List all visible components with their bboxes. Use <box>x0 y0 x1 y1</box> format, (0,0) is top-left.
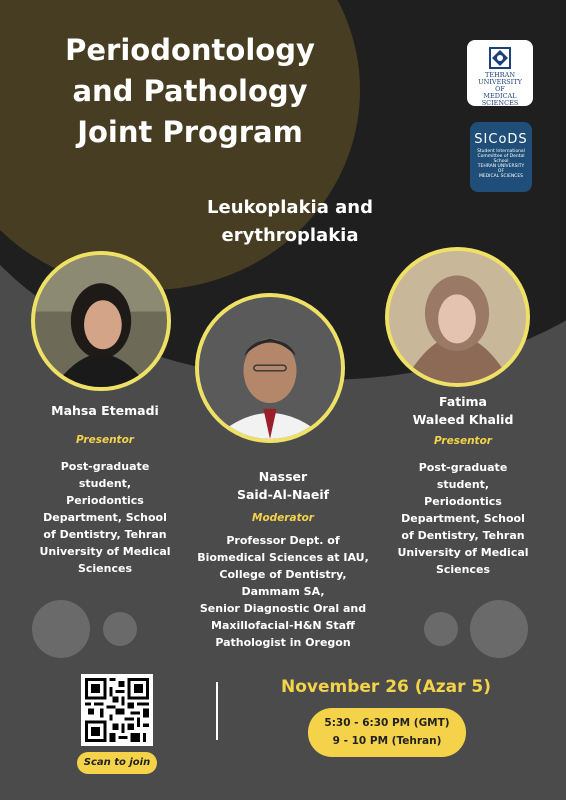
desc-line: Senior Diagnostic Oral and <box>199 602 367 615</box>
speaker-name-line: Waleed Khalid <box>412 412 514 427</box>
desc-line: Post-graduate <box>60 460 150 473</box>
title-line: Joint Program <box>77 115 303 149</box>
speaker-name: Mahsa Etemadi <box>51 403 159 418</box>
page-title <box>40 30 340 153</box>
tums-logo-text: MEDICAL SCIENCES <box>481 92 519 107</box>
scan-to-join-label: Scan to join <box>77 752 157 774</box>
desc-line: Pathologist in Oregon <box>215 636 351 649</box>
subtitle-line: Leukoplakia and <box>207 197 373 218</box>
desc-line: student, <box>436 478 490 491</box>
speaker-description <box>30 458 180 577</box>
desc-line: of Dentistry, Tehran <box>43 528 167 541</box>
desc-line: Maxillofacial-H&N Staff <box>211 619 355 632</box>
sicods-logo-text: MEDICAL SCIENCES <box>478 174 524 179</box>
desc-line: Department, School <box>43 511 167 524</box>
desc-line: Dammam SA, <box>241 585 325 598</box>
speaker-description <box>388 459 538 578</box>
sicods-logo-title: SICoDS <box>474 132 528 147</box>
speaker-card-fatima <box>388 393 538 578</box>
person-portrait-icon <box>35 255 167 387</box>
sicods-logo-text: OF <box>497 169 505 174</box>
speaker-photo-mahsa <box>31 251 171 391</box>
speaker-name-line: Nasser <box>258 469 308 484</box>
tums-logo <box>467 40 533 106</box>
event-date: November 26 (Azar 5) <box>280 677 491 697</box>
speaker-photo-fatima <box>385 247 530 387</box>
tums-logo-text: TEHRAN UNIVERSITY <box>478 71 522 86</box>
desc-line: Post-graduate <box>418 461 508 474</box>
qr-code-icon <box>85 678 149 742</box>
sicods-logo-text: Committee of Dental School <box>477 154 525 164</box>
person-portrait-icon <box>199 297 341 439</box>
time-gmt: 5:30 - 6:30 PM (GMT) <box>324 717 450 729</box>
desc-line: Department, School <box>401 512 525 525</box>
qr-code[interactable] <box>81 674 153 746</box>
sicods-logo <box>470 122 532 192</box>
desc-line: of Dentistry, Tehran <box>401 529 525 542</box>
speaker-description <box>183 532 383 651</box>
desc-line: University of Medical <box>397 546 529 559</box>
tums-emblem-icon <box>488 46 512 70</box>
speaker-role: Presentor <box>434 435 492 447</box>
speaker-photo-nasser <box>195 293 345 443</box>
decorative-circle <box>32 600 90 658</box>
event-times <box>308 708 466 757</box>
desc-line: Sciences <box>435 563 491 576</box>
desc-line: University of Medical <box>39 545 171 558</box>
title-line: and Pathology <box>72 74 308 108</box>
desc-line: Sciences <box>77 562 133 575</box>
decorative-circle <box>424 612 458 646</box>
speaker-role: Presentor <box>76 434 134 446</box>
decorative-circle <box>103 612 137 646</box>
speaker-card-mahsa <box>30 402 180 577</box>
sicods-logo-text: TEHRAN UNIVERSITY <box>477 164 525 169</box>
time-tehran: 9 - 10 PM (Tehran) <box>332 735 442 747</box>
tums-logo-text: OF <box>495 85 505 93</box>
speaker-name-line: Said-Al-Naeif <box>236 487 330 502</box>
desc-line: Biomedical Sciences at IAU, <box>197 551 369 564</box>
subtitle-line: erythroplakia <box>221 225 359 246</box>
subtitle <box>180 194 400 250</box>
desc-line: College of Dentistry, <box>219 568 347 581</box>
divider <box>216 682 218 740</box>
title-line: Periodontology <box>65 33 315 67</box>
speaker-role: Moderator <box>252 512 314 524</box>
desc-line: student, <box>78 477 132 490</box>
decorative-circle <box>470 600 528 658</box>
desc-line: Professor Dept. of <box>226 534 340 547</box>
speaker-name-line: Fatima <box>439 394 487 409</box>
desc-line: Periodontics <box>66 494 144 507</box>
sicods-logo-text: Student International <box>477 149 525 154</box>
person-portrait-icon <box>389 251 526 383</box>
speaker-card-nasser <box>183 468 383 651</box>
desc-line: Periodontics <box>424 495 502 508</box>
